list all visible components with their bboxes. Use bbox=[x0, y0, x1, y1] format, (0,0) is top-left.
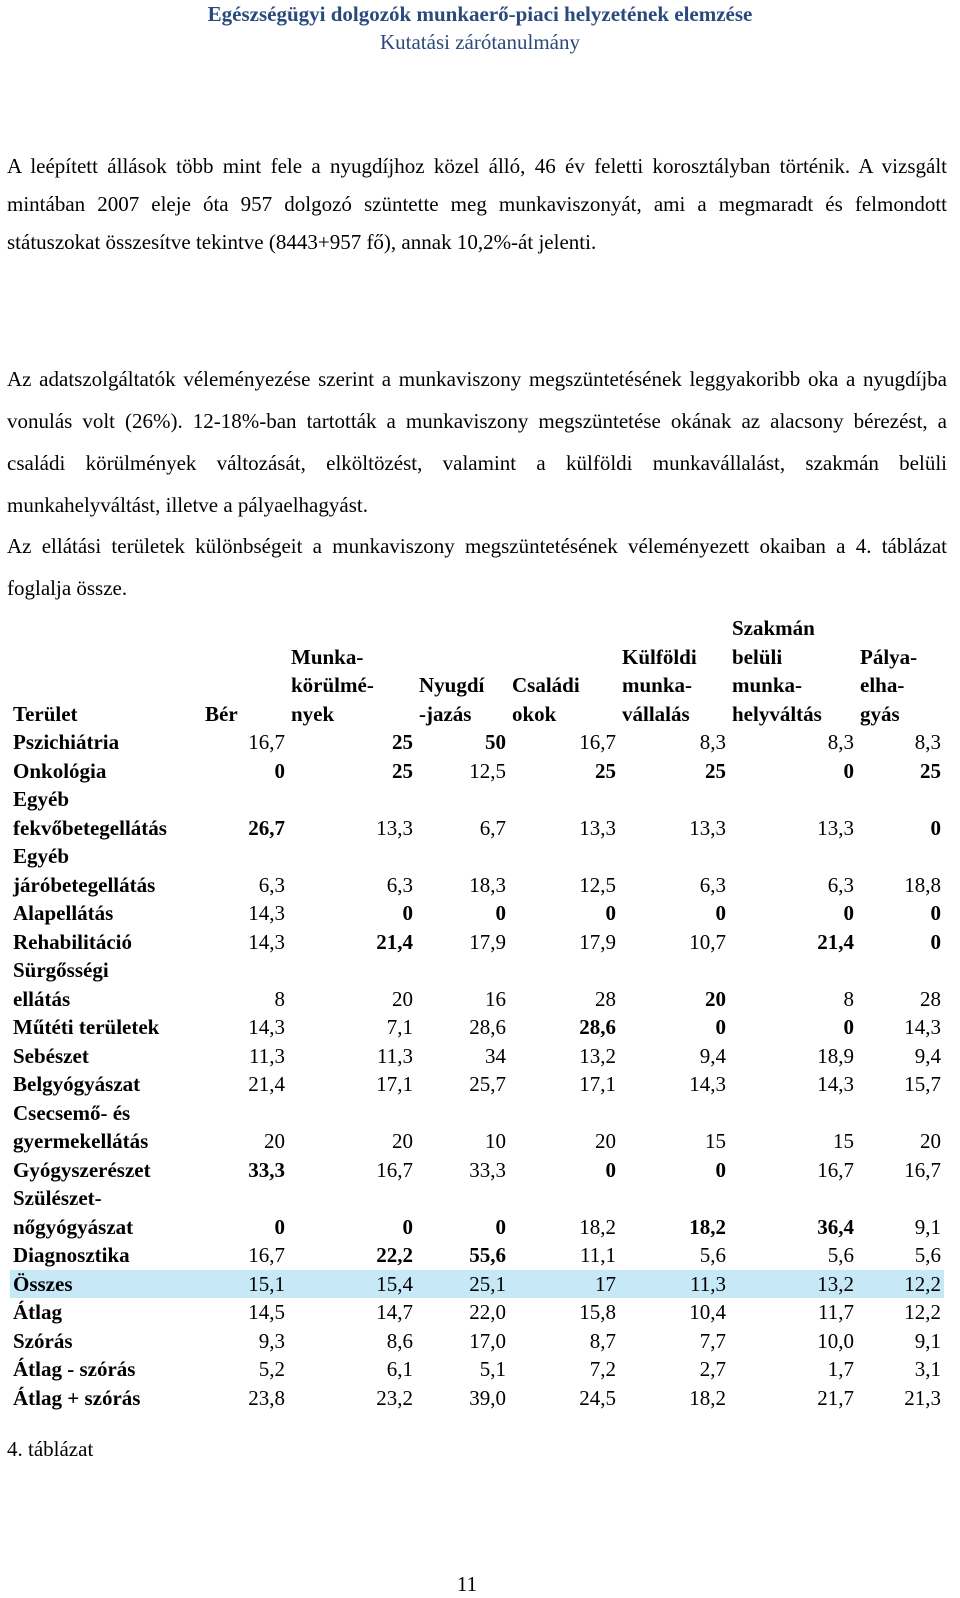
table-cell: 33,3 bbox=[248, 1157, 285, 1182]
table-cell: 6,3 bbox=[699, 872, 726, 897]
table-cell: 9,3 bbox=[258, 1328, 285, 1353]
row-label: Átlag bbox=[13, 1300, 62, 1324]
column-header: Nyugdí -jazás bbox=[419, 673, 485, 726]
table-cell: 0 bbox=[495, 901, 506, 925]
row-label: Összes bbox=[10, 1270, 202, 1299]
table-cell: 15 bbox=[833, 1129, 854, 1153]
table-cell: 15,1 bbox=[202, 1270, 288, 1299]
table-cell: 13,2 bbox=[579, 1043, 616, 1068]
table-cell: 17 bbox=[509, 1270, 619, 1299]
table-cell: 17,1 bbox=[376, 1072, 413, 1096]
row-label: Csecsemő- és gyermekellátás bbox=[13, 1100, 149, 1153]
table-cell: 14,3 bbox=[248, 929, 285, 954]
table-cell: 13,2 bbox=[729, 1270, 857, 1299]
table-cell: 8 bbox=[843, 986, 854, 1011]
table-cell: 13,3 bbox=[579, 815, 616, 840]
table-cell: 0 bbox=[402, 1214, 413, 1239]
row-label: Gyógyszerészet bbox=[13, 1157, 151, 1182]
table-row bbox=[10, 785, 944, 842]
table-cell: 6,3 bbox=[827, 872, 854, 897]
table-cell: 0 bbox=[715, 1015, 726, 1039]
table-row bbox=[10, 757, 944, 786]
table-cell: 25 bbox=[392, 758, 413, 783]
column-header: Pálya- elha- gyás bbox=[860, 644, 918, 726]
table-row bbox=[10, 1241, 944, 1270]
table-cell: 5,2 bbox=[258, 1357, 285, 1381]
table-cell: 11,1 bbox=[580, 1243, 616, 1267]
table-cell: 24,5 bbox=[579, 1385, 616, 1410]
table-cell: 13,3 bbox=[817, 815, 854, 840]
table-cell: 1,7 bbox=[827, 1357, 854, 1381]
document-subtitle: Kutatási zárótanulmány bbox=[379, 30, 580, 54]
table-cell: 15 bbox=[705, 1129, 726, 1153]
table-cell: 20 bbox=[595, 1129, 616, 1153]
row-label: Sürgősségi ellátás bbox=[13, 958, 109, 1011]
table-cell: 21,4 bbox=[376, 929, 413, 954]
table-cell: 17,9 bbox=[469, 929, 506, 954]
table-cell: 6,3 bbox=[258, 872, 285, 897]
table-cell: 28 bbox=[595, 986, 616, 1011]
row-label: Átlag + szórás bbox=[13, 1385, 141, 1410]
row-label: Átlag - szórás bbox=[13, 1357, 136, 1381]
table-cell: 18,9 bbox=[817, 1043, 854, 1068]
table-row bbox=[10, 1070, 944, 1099]
row-label: Alapellátás bbox=[13, 901, 114, 925]
table-cell: 23,2 bbox=[376, 1385, 413, 1410]
row-label: Onkológia bbox=[13, 758, 107, 783]
row-label: Egyéb fekvőbetegellátás bbox=[13, 787, 167, 840]
table-cell: 7,1 bbox=[386, 1015, 413, 1039]
table-cell: 10,0 bbox=[817, 1328, 854, 1353]
table-row bbox=[10, 1099, 944, 1156]
table-cell: 28,6 bbox=[469, 1015, 506, 1039]
table-cell: 8,3 bbox=[699, 730, 726, 754]
table-cell: 6,7 bbox=[479, 815, 506, 840]
table-cell: 14,7 bbox=[376, 1300, 413, 1324]
table-cell: 13,3 bbox=[376, 815, 413, 840]
table-cell: 25 bbox=[705, 758, 726, 783]
table-cell: 0 bbox=[402, 901, 413, 925]
table-body bbox=[10, 728, 944, 1412]
table-cell: 21,4 bbox=[817, 929, 854, 954]
table-cell: 5,6 bbox=[699, 1243, 726, 1267]
table-cell: 0 bbox=[274, 1214, 285, 1239]
table-cell: 25 bbox=[392, 730, 413, 754]
table-cell: 20 bbox=[392, 986, 413, 1011]
table-cell: 11,7 bbox=[818, 1300, 854, 1324]
table-cell: 16,7 bbox=[376, 1157, 413, 1182]
table-cell: 0 bbox=[274, 758, 285, 783]
row-label: Belgyógyászat bbox=[13, 1072, 141, 1096]
table-cell: 2,7 bbox=[699, 1357, 726, 1381]
table-cell: 18,8 bbox=[904, 872, 941, 897]
table-cell: 9,1 bbox=[914, 1214, 941, 1239]
table-cell: 13,3 bbox=[689, 815, 726, 840]
table-cell: 9,4 bbox=[914, 1043, 941, 1068]
table-cell: 9,1 bbox=[914, 1328, 941, 1353]
table-cell: 18,2 bbox=[689, 1385, 726, 1410]
row-label: Szórás bbox=[13, 1328, 73, 1353]
table-cell: 7,7 bbox=[699, 1328, 726, 1353]
table-cell: 10,7 bbox=[689, 929, 726, 954]
table-cell: 0 bbox=[930, 929, 941, 954]
column-header: Külföldi munka- vállalás bbox=[622, 644, 697, 726]
table-cell: 39,0 bbox=[469, 1385, 506, 1410]
table-cell: 6,1 bbox=[386, 1357, 413, 1381]
table-cell: 0 bbox=[843, 901, 854, 925]
table-cell: 55,6 bbox=[469, 1243, 506, 1267]
table-cell: 34 bbox=[485, 1043, 506, 1068]
data-table bbox=[10, 614, 944, 1412]
table-cell: 23,8 bbox=[248, 1385, 285, 1410]
table-cell: 21,3 bbox=[904, 1385, 941, 1410]
table-cell: 14,3 bbox=[817, 1072, 854, 1096]
table-cell: 14,3 bbox=[689, 1072, 726, 1096]
table-header-row bbox=[10, 614, 944, 728]
table-cell: 22,2 bbox=[376, 1243, 413, 1267]
table-cell: 22,0 bbox=[469, 1300, 506, 1324]
table-cell: 17,1 bbox=[579, 1072, 616, 1096]
paragraph-1: A leépített állások több mint fele a nyugdíjhoz közel álló, 46 év feletti korosztályban történik. A vizsgált mintában 2007 eleje óta 957 dolgozó szüntette meg munkaviszonyát, ami a megmaradt és felmondott státuszokat összesítve tekintve (8443+957 fő), annak 10,2%-át jelenti. bbox=[7, 154, 947, 254]
table-cell: 18,2 bbox=[579, 1214, 616, 1239]
table-cell: 14,3 bbox=[904, 1015, 941, 1039]
column-header: Családi okok bbox=[512, 673, 580, 726]
table-row bbox=[10, 1355, 944, 1384]
table-cell: 0 bbox=[605, 1157, 616, 1182]
table-row bbox=[10, 1384, 944, 1413]
table-cell: 15,8 bbox=[579, 1300, 616, 1324]
row-label: Műtéti területek bbox=[13, 1015, 160, 1039]
row-label: Sebészet bbox=[13, 1043, 89, 1068]
row-label: Diagnosztika bbox=[13, 1243, 130, 1267]
table-cell: 16 bbox=[485, 986, 506, 1011]
table-row bbox=[10, 1184, 944, 1241]
table-cell: 0 bbox=[715, 901, 726, 925]
table-cell: 8,3 bbox=[914, 730, 941, 754]
table-row bbox=[10, 842, 944, 899]
table-cell: 20 bbox=[705, 986, 726, 1011]
table-cell: 25 bbox=[595, 758, 616, 783]
table-cell: 20 bbox=[920, 1129, 941, 1153]
table-row bbox=[10, 1298, 944, 1327]
page-number: 11 bbox=[456, 1572, 478, 1596]
table-cell: 18,3 bbox=[469, 872, 506, 897]
table-cell: 5,6 bbox=[914, 1243, 941, 1267]
table-cell: 12,2 bbox=[857, 1270, 944, 1299]
table-cell: 17,9 bbox=[579, 929, 616, 954]
table-cell: 16,7 bbox=[248, 730, 285, 754]
table-cell: 36,4 bbox=[817, 1214, 854, 1239]
table-cell: 28 bbox=[920, 986, 941, 1011]
table-cell: 0 bbox=[930, 815, 941, 840]
column-header: Bér bbox=[205, 701, 238, 726]
table-cell: 14,5 bbox=[248, 1300, 285, 1324]
table-row bbox=[10, 899, 944, 928]
table-cell: 7,2 bbox=[589, 1357, 616, 1381]
table-cell: 15,7 bbox=[904, 1072, 941, 1096]
row-label: Szülészet- nőgyógyászat bbox=[13, 1186, 134, 1239]
table-cell: 0 bbox=[495, 1214, 506, 1239]
table-cell: 25,7 bbox=[469, 1072, 506, 1096]
table-cell: 5,1 bbox=[479, 1357, 506, 1381]
table-cell: 8,7 bbox=[589, 1328, 616, 1353]
table-row bbox=[10, 1156, 944, 1185]
document-title: Egészségügyi dolgozók munkaerő-piaci helyzetének elemzése bbox=[207, 2, 753, 26]
table-cell: 20 bbox=[264, 1129, 285, 1153]
table-cell: 28,6 bbox=[579, 1015, 616, 1039]
table-cell: 25 bbox=[920, 758, 941, 783]
table-cell: 8,3 bbox=[827, 730, 854, 754]
table-cell: 0 bbox=[605, 901, 616, 925]
table-cell: 5,6 bbox=[827, 1243, 854, 1267]
table-row bbox=[10, 956, 944, 1013]
row-label: Egyéb járóbetegellátás bbox=[13, 844, 156, 897]
table-cell: 11,3 bbox=[249, 1043, 285, 1068]
table-cell: 26,7 bbox=[248, 815, 285, 840]
table-cell: 8,6 bbox=[386, 1328, 413, 1353]
table-cell: 17,0 bbox=[469, 1328, 506, 1353]
table-cell: 14,3 bbox=[248, 1015, 285, 1039]
table-cell: 11,3 bbox=[377, 1043, 413, 1068]
column-header: Munka- körülmé- nyek bbox=[291, 644, 374, 726]
table-cell: 16,7 bbox=[579, 730, 616, 754]
table-row bbox=[10, 1042, 944, 1071]
table-cell: 3,1 bbox=[914, 1357, 941, 1381]
table-cell: 16,7 bbox=[904, 1157, 941, 1182]
table-cell: 33,3 bbox=[469, 1157, 506, 1182]
table-cell: 50 bbox=[485, 730, 506, 754]
table-cell: 25,1 bbox=[416, 1270, 509, 1299]
table-cell: 18,2 bbox=[689, 1214, 726, 1239]
table-cell: 0 bbox=[715, 1157, 726, 1182]
column-header: Szakmán belüli munka- helyváltás bbox=[732, 616, 822, 726]
table-cell: 8 bbox=[274, 986, 285, 1011]
table-cell: 14,3 bbox=[248, 901, 285, 925]
table-cell: 0 bbox=[843, 1015, 854, 1039]
table-cell: 0 bbox=[930, 901, 941, 925]
table-cell: 12,2 bbox=[904, 1300, 941, 1324]
table-row bbox=[10, 1013, 944, 1042]
table-cell: 10 bbox=[485, 1129, 506, 1153]
table-row bbox=[10, 1327, 944, 1356]
table-cell: 0 bbox=[843, 758, 854, 783]
table-cell: 16,7 bbox=[817, 1157, 854, 1182]
table-cell: 12,5 bbox=[469, 758, 506, 783]
table-cell: 21,7 bbox=[817, 1385, 854, 1410]
table-row bbox=[10, 728, 944, 757]
paragraph-3: Az ellátási területek különbségeit a munkaviszony megszüntetésének véleményezett okaiban a 4. táblázat foglalja össze. bbox=[7, 534, 947, 600]
table-cell: 11,3 bbox=[619, 1270, 729, 1299]
column-header: Terület bbox=[13, 701, 78, 726]
row-label: Rehabilitáció bbox=[13, 929, 132, 954]
paragraph-2: Az adatszolgáltatók véleményezése szerint a munkaviszony megszüntetésének leggyakoribb oka a nyugdíjba vonulás volt (26%). 12-18%-ban tartották a munkaviszony megszüntetése okának az alacsony bérezést, a családi körülmények változását, elköltözést, valamint a külföldi munkavállalást, szakmán belüli munkahelyváltást, illetve a pályaelhagyást. bbox=[7, 367, 947, 517]
table-cell: 15,4 bbox=[288, 1270, 416, 1299]
table-cell: 10,4 bbox=[689, 1300, 726, 1324]
table-cell: 20 bbox=[392, 1129, 413, 1153]
table-caption: 4. táblázat bbox=[7, 1437, 94, 1461]
row-label: Pszichiátria bbox=[13, 730, 120, 754]
table-cell: 12,5 bbox=[579, 872, 616, 897]
table-cell: 16,7 bbox=[248, 1243, 285, 1267]
table-row bbox=[10, 928, 944, 957]
table-row bbox=[10, 1270, 944, 1299]
table-cell: 6,3 bbox=[386, 872, 413, 897]
table-cell: 21,4 bbox=[248, 1072, 285, 1096]
table-cell: 9,4 bbox=[699, 1043, 726, 1068]
